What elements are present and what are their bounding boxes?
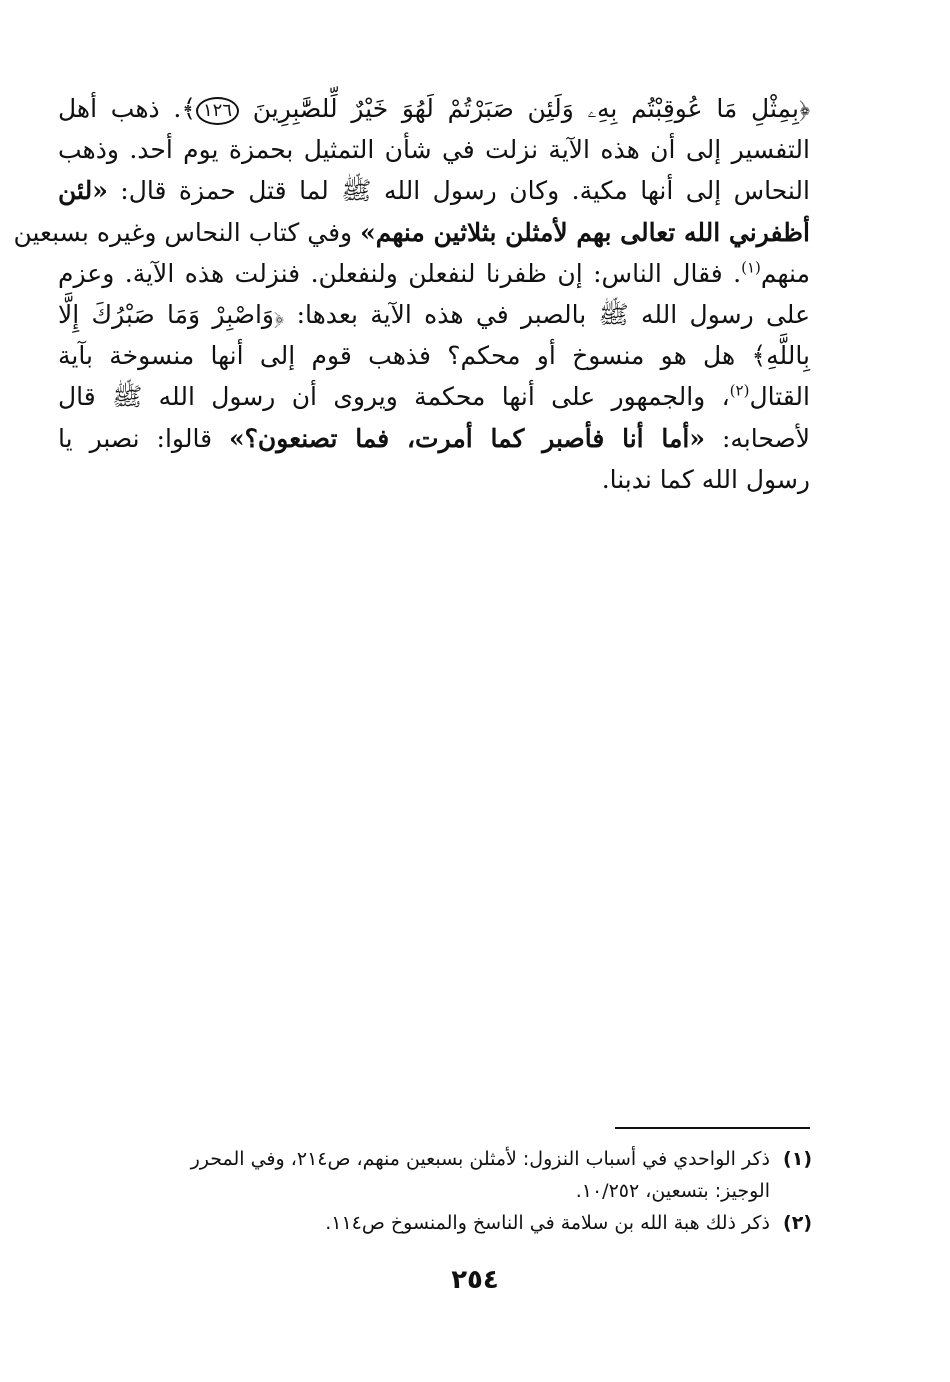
line-text: هل هو منسوخ أو محكم؟ فذهب قوم إلى أنها منسوخة بآية bbox=[58, 341, 752, 371]
quran-verse: بِمِثْلِ مَا عُوقِبْتُم بِهِۦ وَلَئِن صَبَرْتُمْ لَهُوَ خَيْرٌ لِّلصَّٰبِرِينَ bbox=[252, 94, 799, 123]
hadith-quote: أظفرني الله تعالى بهم لأمثلن بثلاثين منهم» bbox=[360, 217, 810, 247]
hadith-quote: «أما أنا فأصبر كما أمرت، فما تصنعون؟» bbox=[229, 423, 705, 453]
line-text: لأصحابه: bbox=[704, 423, 810, 453]
line-text: وفي كتاب النحاس وغيره بسبعين bbox=[13, 217, 361, 247]
text-line-7 bbox=[58, 335, 810, 376]
footnote-1-continued: الوجيز: بتسعين، ١٠/٢٥٢. bbox=[575, 1180, 770, 1202]
footnote-number: (٢) bbox=[783, 1212, 812, 1234]
text-line-1 bbox=[58, 88, 810, 129]
text-line-9 bbox=[58, 418, 810, 459]
line-text: منهم bbox=[760, 258, 810, 288]
verse-open-bracket: ﴿ bbox=[798, 94, 811, 123]
footnote-text: ذكر ذلك هبة الله بن سلامة في الناسخ والمنسوخ ص١١٤. bbox=[325, 1212, 770, 1234]
quran-verse: بِاللَّهِ﴾ bbox=[751, 341, 810, 371]
text-line-2: التفسير إلى أن هذه الآية نزلت في شأن التمثيل بحمزة يوم أحد. وذهب bbox=[58, 135, 810, 165]
footnote-2 bbox=[50, 1207, 812, 1239]
footnote-ref-1[interactable]: (١) bbox=[741, 258, 761, 277]
text-line-4 bbox=[13, 212, 810, 253]
line-text: القتال bbox=[749, 382, 810, 412]
footnote-1 bbox=[50, 1143, 812, 1175]
text-line-6 bbox=[58, 294, 810, 335]
main-text-block bbox=[13, 88, 811, 500]
verse-close-bracket: ﴾ bbox=[181, 94, 196, 123]
footnote-number: (١) bbox=[783, 1148, 812, 1170]
text-line-8 bbox=[58, 376, 810, 417]
footnote-text: ذكر الواحدي في أسباب النزول: لأمثلن بسبعين منهم، ص٢١٤، وفي المحرر bbox=[190, 1148, 770, 1170]
hadith-quote: «لئن bbox=[58, 176, 108, 206]
footnotes-section bbox=[50, 1143, 812, 1239]
verse-number-marker: ١٢٦ bbox=[196, 97, 239, 125]
line-text: . ذهب أهل bbox=[58, 94, 182, 123]
line-text: ، والجمهور على أنها محكمة ويروى أن رسول الله ﷺ قال bbox=[58, 382, 730, 412]
line-text: على رسول الله ﷺ بالصبر في هذه الآية بعدها: bbox=[284, 299, 810, 329]
line-text: قالوا: نصبر يا bbox=[58, 423, 230, 453]
footnote-divider bbox=[615, 1127, 810, 1129]
footnote-ref-2[interactable]: (٢) bbox=[729, 381, 750, 400]
text-line-10: رسول الله كما ندبنا. bbox=[601, 464, 810, 494]
line-text: . فقال الناس: إن ظفرنا لنفعلن ولنفعلن. فنزلت هذه الآية. وعزم bbox=[58, 258, 742, 288]
text-line-3 bbox=[58, 170, 810, 211]
text-line-5 bbox=[58, 253, 810, 294]
line-text: النحاس إلى أنها مكية. وكان رسول الله ﷺ لما قتل حمزة قال: bbox=[107, 176, 810, 206]
page-number: ٢٥٤ bbox=[451, 1265, 499, 1295]
quran-verse: ﴿وَاصْبِرْ وَمَا صَبْرُكَ إِلَّا bbox=[58, 299, 285, 329]
